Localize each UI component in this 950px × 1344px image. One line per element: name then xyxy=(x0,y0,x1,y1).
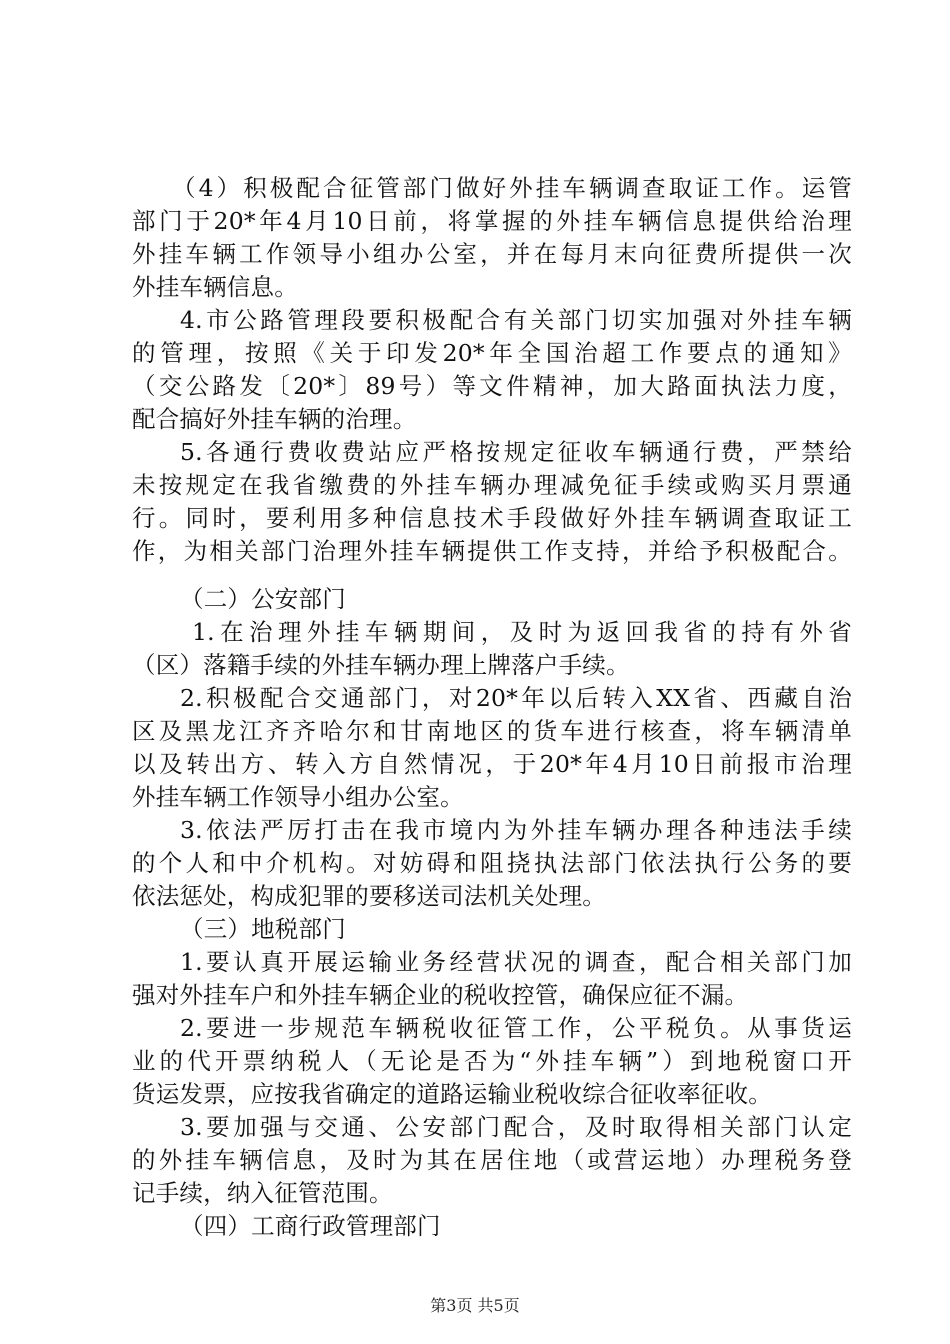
text-line: 行。同时，要利用多种信息技术手段做好外挂车辆调查取证工 xyxy=(132,504,852,532)
text-line: 外挂车辆信息。 xyxy=(132,273,298,301)
text-line: 作，为相关部门治理外挂车辆提供工作支持，并给予积极配合。 xyxy=(132,537,852,565)
text-line: 依法惩处，构成犯罪的要移送司法机关处理。 xyxy=(132,882,606,910)
text-line: 业的代开票纳税人（无论是否为“外挂车辆”）到地税窗口开 xyxy=(132,1047,852,1075)
page-footer: 第3页 共5页 xyxy=(430,1296,520,1315)
text-line: 3.依法严厉打击在我市境内为外挂车辆办理各种违法手续 xyxy=(180,816,852,844)
text-line: 货运发票，应按我省确定的道路运输业税收综合征收率征收。 xyxy=(132,1080,772,1108)
text-line: 记手续，纳入征管范围。 xyxy=(132,1179,393,1207)
text-line: 以及转出方、转入方自然情况，于20*年4月10日前报市治理 xyxy=(132,750,852,778)
text-line: 外挂车辆工作领导小组办公室。 xyxy=(132,783,464,811)
text-line: 外挂车辆工作领导小组办公室，并在每月末向征费所提供一次 xyxy=(132,240,852,268)
text-line: 强对外挂车户和外挂车辆企业的税收控管，确保应征不漏。 xyxy=(132,981,749,1009)
text-line: 5.各通行费收费站应严格按规定征收车辆通行费，严禁给 xyxy=(180,438,852,466)
text-line: 1.在治理外挂车辆期间，及时为返回我省的持有外省 xyxy=(192,618,852,646)
text-line: 区及黑龙江齐齐哈尔和甘南地区的货车进行核查，将车辆清单 xyxy=(132,717,852,745)
text-line: 1.要认真开展运输业务经营状况的调查，配合相关部门加 xyxy=(180,948,852,976)
text-line: （4）积极配合征管部门做好外挂车辆调查取证工作。运管 xyxy=(172,174,852,202)
text-line: 的个人和中介机构。对妨碍和阻挠执法部门依法执行公务的要 xyxy=(132,849,852,877)
text-line: 4.市公路管理段要积极配合有关部门切实加强对外挂车辆 xyxy=(180,306,852,334)
text-line: 3.要加强与交通、公安部门配合，及时取得相关部门认定 xyxy=(180,1113,852,1141)
text-line: 的管理，按照《关于印发20*年全国治超工作要点的通知》 xyxy=(132,339,852,367)
section-heading: （三）地税部门 xyxy=(180,915,346,943)
text-line: 未按规定在我省缴费的外挂车辆办理减免征手续或购买月票通 xyxy=(132,471,852,499)
text-line: （区）落籍手续的外挂车辆办理上牌落户手续。 xyxy=(132,651,630,679)
text-line: （交公路发〔20*〕89号）等文件精神，加大路面执法力度， xyxy=(132,372,852,400)
text-line: 的外挂车辆信息，及时为其在居住地（或营运地）办理税务登 xyxy=(132,1146,852,1174)
text-line: 配合搞好外挂车辆的治理。 xyxy=(132,405,417,433)
text-line: 2.积极配合交通部门，对20*年以后转入XX省、西藏自治 xyxy=(180,684,852,712)
section-heading: （四）工商行政管理部门 xyxy=(180,1212,441,1240)
section-heading: （二）公安部门 xyxy=(180,585,346,613)
text-line: 部门于20*年4月10日前，将掌握的外挂车辆信息提供给治理 xyxy=(132,207,852,235)
text-line: 2.要进一步规范车辆税收征管工作，公平税负。从事货运 xyxy=(180,1014,852,1042)
